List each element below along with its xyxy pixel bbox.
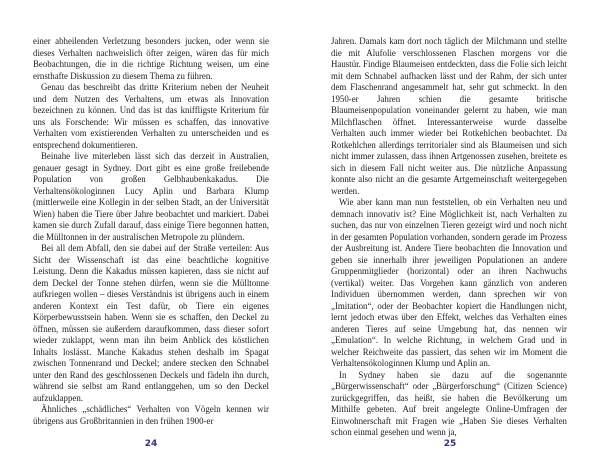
paragraph: In Sydney haben sie dazu auf die sogenannte „Bürgerwissenschaft“ oder „Bürgerforschung“ (Citizen Science) zurückgegriffen, das heißt, sie haben die Bevölkerung um Mithilfe gebeten. Auf breit angelegte Online-Umfragen der Einwohnerschaft mit Fragen wie „Haben Sie dieses Verhalten schon einmal gesehen und wenn ja, <box>331 369 567 437</box>
left-page <box>33 36 269 427</box>
right-page <box>331 36 567 439</box>
paragraph: Jahren. Damals kam dort noch täglich der Milchmann und stellte die mit Alufolie verschlossenen Flaschen morgens vor die Haustür. Findige Blaumeisen entdeckten, dass die Folie sich leicht mit dem Schnabel aufhacken lässt und der Rahm, der sich unter dem Flaschenrand angesammelt hat, sehr gut schmeckt. In den 1950-er Jahren schien die gesamte britische Blaumeisenpopulation voneinander gelernt zu haben, wie man Milchflaschen öffnet. Interessanterweise wurde dasselbe Verhalten auch immer wieder bei Rotkehlchen beobachtet. Da Rotkehlchen allerdings territorialer sind als Blaumeisen und sich nicht immer zulassen, dass ihnen Artgenossen zusehen, breitete es sich in diesem Fall nicht weiter aus. Die nützliche Anpassung konnte also nicht an die gesamte Artgemeinschaft weitergegeben werden. <box>331 36 567 196</box>
paragraph: Beinahe live miterleben lässt sich das derzeit in Australien, genauer gesagt in Sydney. Dort gibt es eine große freilebende Population von großen Gelbhaubenkakadus. Die Verhaltensökologinnen Lucy Aplin und Barbara Klump (mittlerweile eine Kollegin in der selben Stadt, an der Universität Wien) haben die Tiere über Jahre beobachtet und markiert. Dabei kamen sie durch Zufall darauf, dass einige Tiere begonnen hatten, die Mülltonnen in der australischen Metropole zu plündern. <box>33 151 269 242</box>
paragraph: Bei all dem Abfall, den sie dabei auf der Straße verteilen: Aus Sicht der Wissenschaft ist das eine beachtliche kognitive Leistung. Denn die Kakadus müssen kapieren, dass sie nicht auf dem Deckel der Tonne stehen dürfen, wenn sie die Mülltonne aufkriegen wollen – dieses Verständnis ist übrigens auch in einem anderen Kontext ein Test dafür, ob Tiere ein eigenes Körperbewusstsein haben. Wenn sie es schaffen, den Deckel zu öffnen, müssen sie außerdem daraufkommen, dass dieser sofort wieder zuklappt, wenn man ihn beim Anblick des köstlichen Inhalts loslässt. Manche Kakadus stehen deshalb im Spagat zwischen Tonnenrand und Deckel; andere stecken den Schnabel unter den Rand des geschlossenen Deckels und fädeln ihn durch, während sie selbst am Rand entlanggehen, um so den Deckel aufzuklappen. <box>33 243 269 403</box>
page-number-left: 24 <box>144 439 158 449</box>
paragraph: einer abheilenden Verletzung besonders jucken, oder wenn sie dieses Verhalten nachweislich öfter zeigen, wären das für mich Beobachtungen, die in die richtige Richtung weisen, um eine ernsthafte Diskussion zu diesem Thema zu führen. <box>33 36 269 81</box>
paragraph: Genau das beschreibt das dritte Kriterium neben der Neuheit und dem Nutzen des Verhaltens, um etwas als Innovation bezeichnen zu können. Und das ist das kniffligste Kriterium für uns als Forschende: Wir müssen es schaffen, das innovative Verhalten vom existierenden Verhalten zu unterscheiden und es entsprechend dokumentieren. <box>33 82 269 150</box>
paragraph: Ähnliches „schädliches“ Verhalten von Vögeln kennen wir übrigens aus Großbritannien in den frühen 1900-er <box>33 404 269 426</box>
page-number-right: 25 <box>443 439 457 449</box>
paragraph: Wie aber kann man nun feststellen, ob ein Verhalten neu und demnach innovativ ist? Eine Möglichkeit ist, nach Verhalten zu suchen, das nur von einzelnen Tieren gezeigt wird und noch nicht in der gesamten Population vorhanden, sondern gerade im Prozess der Ausbreitung ist. Andere Tiere beobachten die Innovation und geben sie innerhalb ihrer jeweiligen Populationen an andere Gruppenmitglieder (horizontal) oder an ihren Nachwuchs (vertikal) weiter. Das Vorgehen kann gänzlich von anderen Individuen übernommen werden, dann sprechen wir von „Imitation“, oder der Beobachter kopiert die Handlungen nicht, lernt jedoch etwas über den Effekt, welches das Verhalten eines anderen Tieres auf seine Umgebung hat, das nennen wir „Emulation“. In welche Richtung, in welchem Grad und in welcher Reichweite das passiert, das sehen wir im Moment die Verhaltensökologinnen Klump und Aplin an. <box>331 197 567 368</box>
